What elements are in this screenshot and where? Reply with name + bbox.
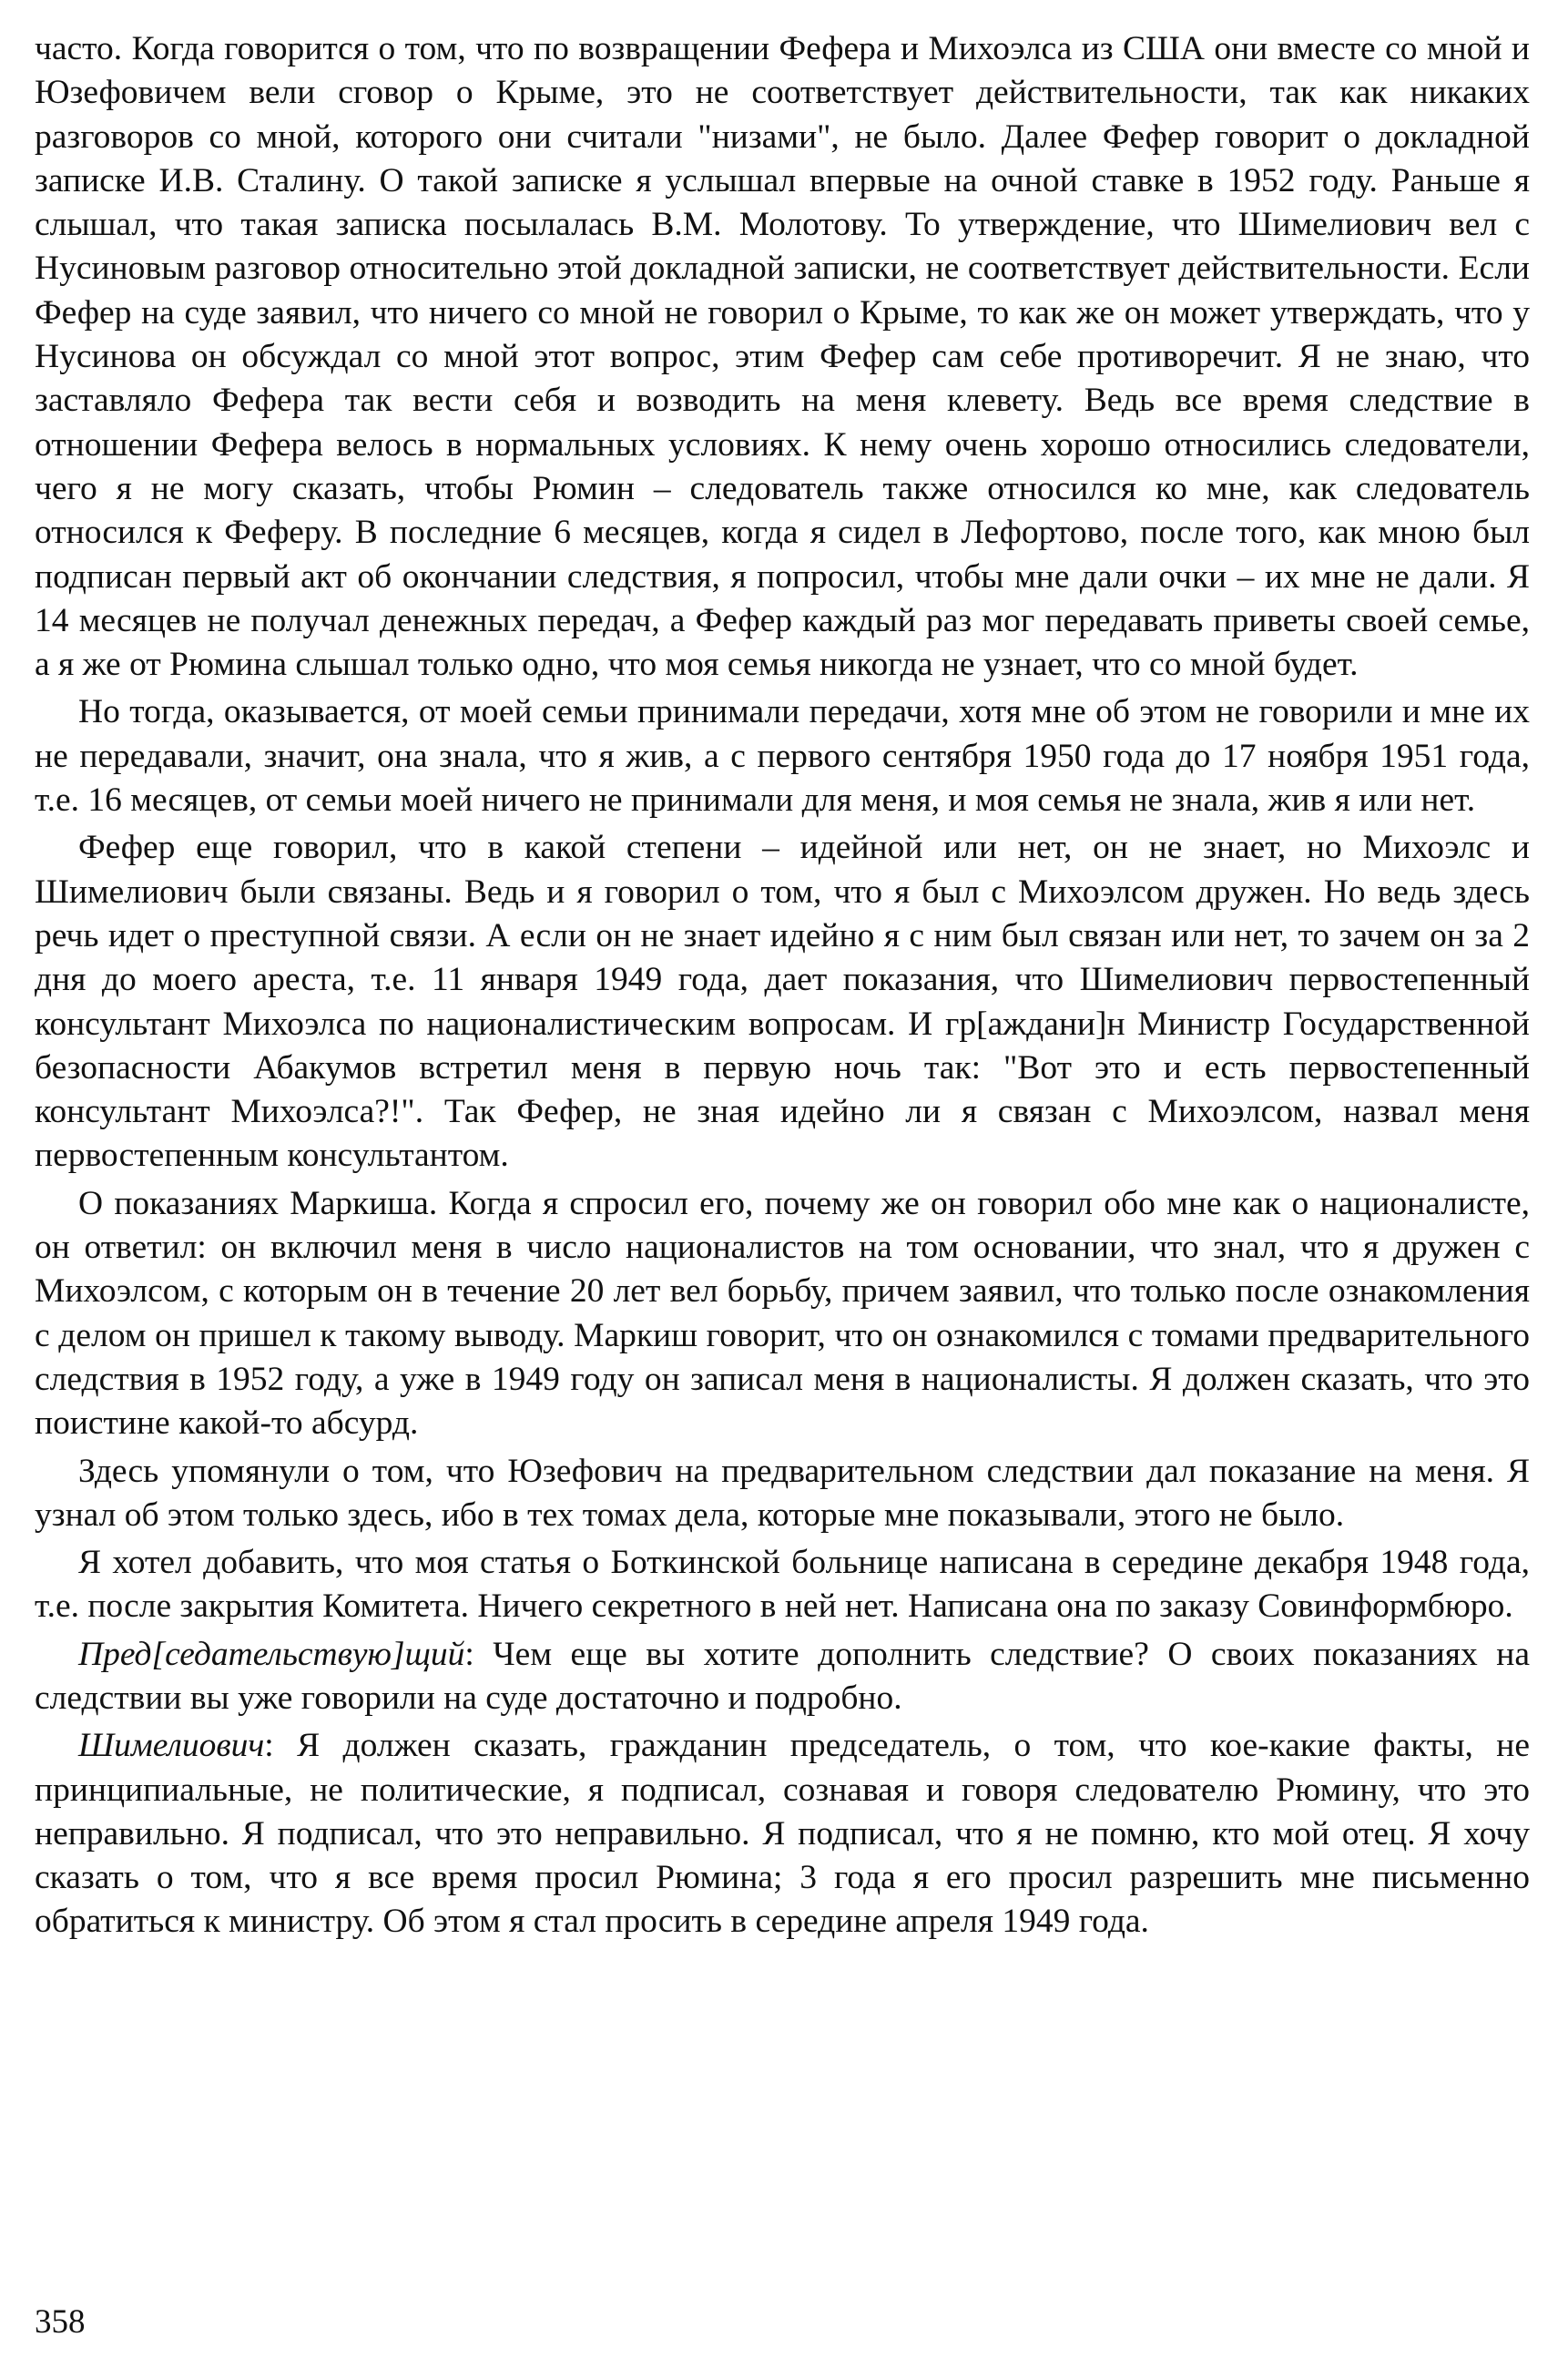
paragraph-8 (35, 1724, 1530, 1944)
paragraph-6-text: Я хотел добавить, что моя статья о Боткинской больнице написана в середине декабря 1948 года, т.е. после закрытия Комитета. Ничего секретного в ней нет. Написана она по заказу Совинформбюро. (35, 1544, 1530, 1626)
paragraph-2 (35, 690, 1530, 822)
paragraph-8-text: : Я должен сказать, гражданин председатель, о том, что кое-какие факты, не принципиальные, не политические, я подписал, сознавая и говоря следователю Рюмину, что это неправильно. Я подписал, что это неправильно. Я подписал, что я не помню, кто мой отец. Я хочу сказать о том, что я все время просил Рюмина; 3 года я его просил разрешить мне письменно обратиться к министру. Об этом я стал просить в середине апреля 1949 года. (35, 1727, 1530, 1941)
paragraph-6 (35, 1541, 1530, 1629)
speaker-chairman: Пред[седательствую]щий (78, 1635, 465, 1673)
paragraph-3 (35, 826, 1530, 1178)
paragraph-7 (35, 1633, 1530, 1721)
page-body (35, 27, 1530, 1944)
paragraph-3-text: Фефер еще говорил, что в какой степени – идейной или нет, он не знает, но Михоэлс и Шимелиович были связаны. Ведь и я говорил о том, что я был с Михоэлсом дружен. Но ведь здесь речь идет о преступной связи. А если он не знает идейно я с ним был связан или нет, то зачем он за 2 дня до моего ареста, т.е. 11 января 1949 года, дает показания, что Шимелиович первостепенный консультант Михоэлса по националистическим вопросам. И гр[аждани]н Министр Государственной безопасности Абакумов встретил меня в первую ночь так: "Вот это и есть первостепенный консультант Михоэлса?!". Так Фефер, не зная идейно ли я связан с Михоэлсом, назвал меня первостепенным консультантом. (35, 829, 1530, 1175)
paragraph-1 (35, 27, 1530, 687)
paragraph-4-text: О показаниях Маркиша. Когда я спросил его, почему же он говорил обо мне как о националисте, он ответил: он включил меня в число националистов на том основании, что знал, что я дружен с Михоэлсом, с которым он в течение 20 лет вел борьбу, причем заявил, что только после ознакомления с делом он пришел к такому выводу. Маркиш говорит, что он ознакомился с томами предварительного следствия в 1952 году, а уже в 1949 году он записал меня в националисты. Я должен сказать, что это поистине какой-то абсурд. (35, 1184, 1530, 1443)
paragraph-2-text: Но тогда, оказывается, от моей семьи принимали передачи, хотя мне об этом не говорили и мне их не передавали, значит, она знала, что я жив, а с первого сентября 1950 года до 17 ноября 1951 года, т.е. 16 месяцев, от семьи моей ничего не принимали для меня, и моя семья не знала, жив я или нет. (35, 693, 1530, 820)
paragraph-4 (35, 1182, 1530, 1446)
speaker-shimeliovich: Шимелиович (78, 1727, 265, 1765)
paragraph-7-text: : Чем еще вы хотите дополнить следствие? О своих показаниях на следствии вы уже говорили на суде достаточно и подробно. (35, 1635, 1530, 1717)
page-number: 358 (35, 2303, 86, 2341)
paragraph-1-text: часто. Когда говорится о том, что по возвращении Фефера и Михоэлса из США они вместе со мной и Юзефовичем вели сговор о Крыме, это не соответствует действительности, так как никаких разговоров со мной, которого они считали "низами", не было. Далее Фефер говорит о докладной записке И.В. Сталину. О такой записке я услышал впервые на очной ставке в 1952 году. Раньше я слышал, что такая записка посылалась В.М. Молотову. То утверждение, что Шимелиович вел с Нусиновым разговор относительно этой докладной записки, не соответствует действительности. Если Фефер на суде заявил, что ничего со мной не говорил о Крыме, то как же он может утверждать, что у Нусинова он обсуждал со мной этот вопрос, этим Фефер сам себе противоречит. Я не знаю, что заставляло Фефера так вести себя и возводить на меня клевету. Ведь все время следствие в отношении Фефера велось в нормальных условиях. К нему очень хорошо относились следователи, чего я не могу сказать, чтобы Рюмин – следователь также относился ко мне, как следователь относился к Феферу. В последние 6 месяцев, когда я сидел в Лефортово, после того, как мною был подписан первый акт об окончании следствия, я попросил, чтобы мне дали очки – их мне не дали. Я 14 месяцев не получал денежных передач, а Фефер каждый раз мог передавать приветы своей семье, а я же от Рюмина слышал только одно, что моя семья никогда не узнает, что со мной будет. (35, 30, 1530, 684)
paragraph-5 (35, 1450, 1530, 1538)
paragraph-5-text: Здесь упомянули о том, что Юзефович на предварительном следствии дал показание на меня. Я узнал об этом только здесь, ибо в тех томах дела, которые мне показывали, этого не было. (35, 1452, 1530, 1534)
